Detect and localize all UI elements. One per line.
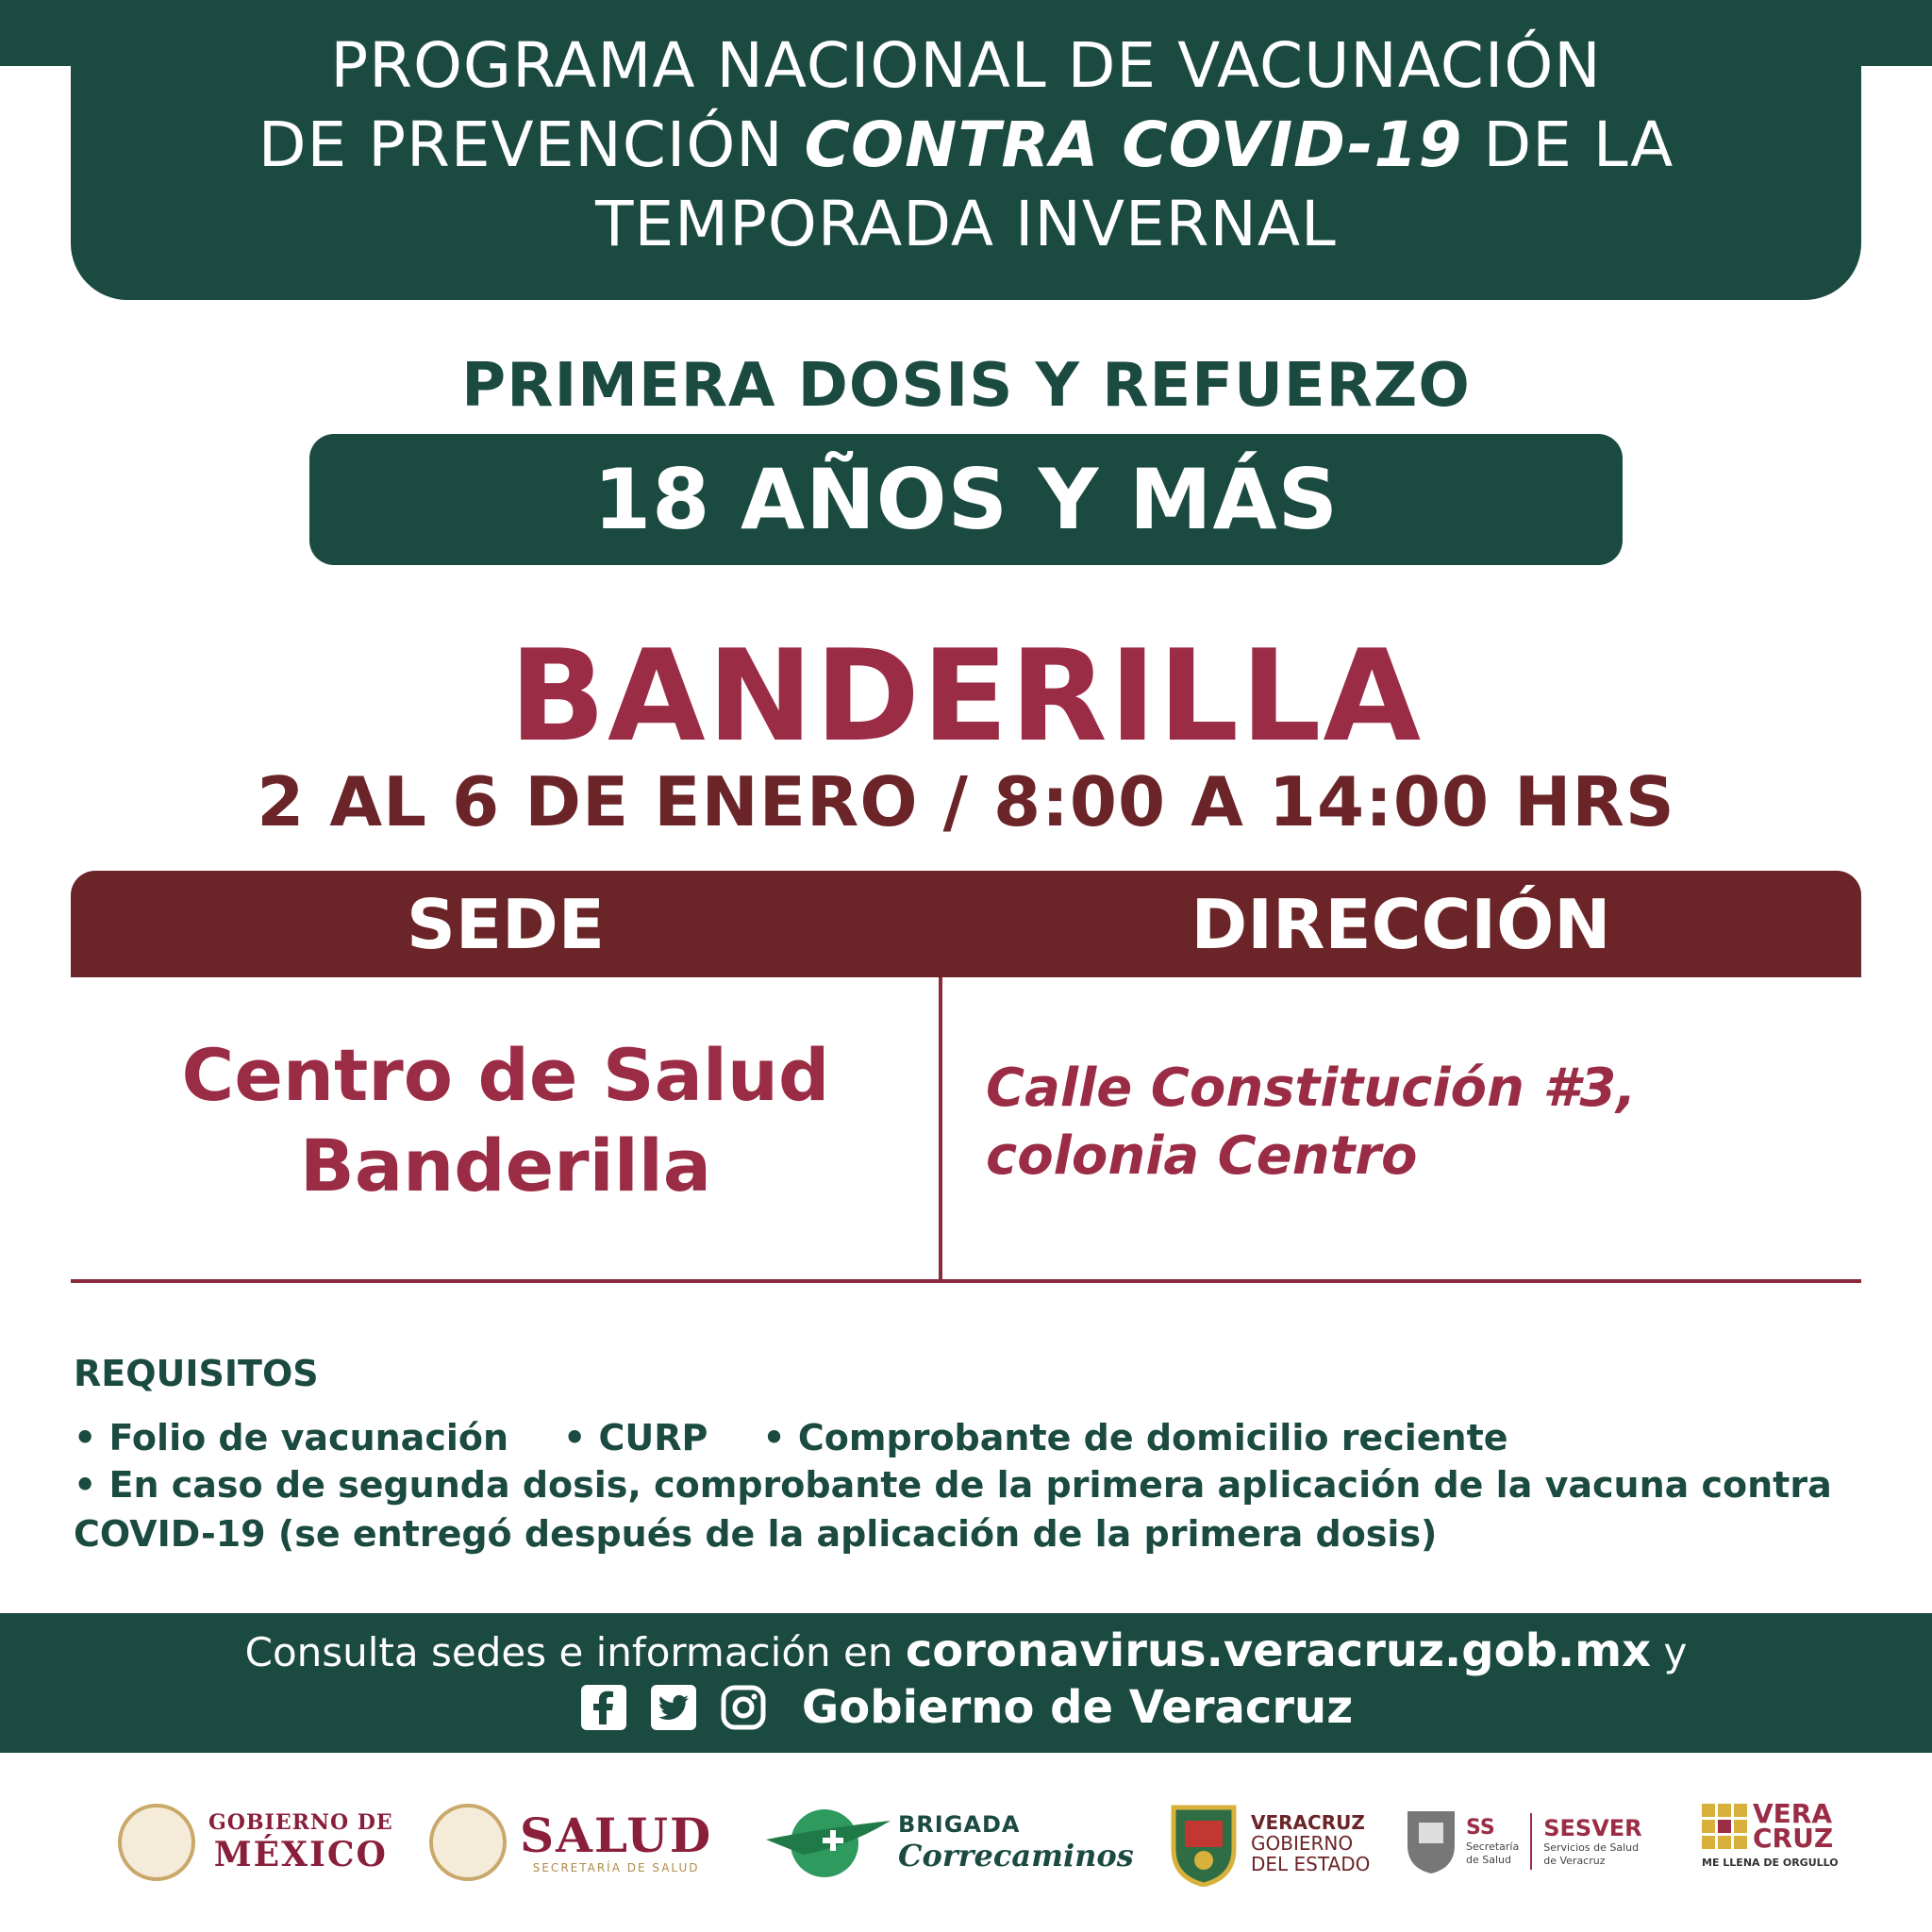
veracruz-line-3: DEL ESTADO: [1251, 1853, 1371, 1875]
age-badge: 18 AÑOS Y MÁS: [309, 434, 1623, 565]
header-line-2: [258, 106, 1674, 185]
mexico-seal-icon: [118, 1804, 195, 1881]
table-header: [71, 871, 1861, 977]
salud-seal-icon: [429, 1804, 507, 1881]
header-line-1: PROGRAMA NACIONAL DE VACUNACIÓN: [330, 29, 1602, 102]
veracruz-shield-icon: [1168, 1800, 1240, 1887]
requisito-comprobante: • Comprobante de domicilio reciente: [762, 1417, 1508, 1458]
requisito-segunda-dosis: • En caso de segunda dosis, comprobante de la primera aplicación de la vacuna contra COVID-19 (se entregó después de la aplicación de la primera dosis): [74, 1464, 1832, 1555]
logo-veracruz-brand: [1702, 1798, 1839, 1869]
correcaminos-bird-icon: [766, 1802, 891, 1883]
ss-label: SS: [1466, 1816, 1495, 1840]
logo-salud: [429, 1804, 712, 1881]
sede-line-1: Centro de Salud: [181, 1033, 830, 1117]
header-line-2-pre: DE PREVENCIÓN: [258, 108, 805, 181]
website-link[interactable]: coronavirus.veracruz.gob.mx: [905, 1624, 1652, 1677]
direccion-line-2: colonia Centro: [986, 1125, 1418, 1187]
column-direccion: DIRECCIÓN: [1191, 884, 1611, 964]
brigada-label: BRIGADA: [898, 1811, 1021, 1838]
requisitos-title: REQUISITOS: [74, 1353, 319, 1394]
gobmx-line-2: MÉXICO: [213, 1835, 388, 1874]
facebook-icon[interactable]: [579, 1683, 628, 1732]
veracruz-line-2: GOBIERNO: [1251, 1832, 1354, 1855]
column-sede: SEDE: [407, 884, 605, 964]
direccion-line-1: Calle Constitución #3,: [986, 1058, 1637, 1119]
logo-ss-sesver: [1404, 1806, 1642, 1877]
logo-veracruz-gobierno: [1168, 1800, 1370, 1887]
header-line-2-post: DE LA: [1462, 108, 1674, 181]
social-handle[interactable]: Gobierno de Veracruz: [801, 1681, 1354, 1734]
consulta-text: Consulta sedes e información en: [244, 1629, 906, 1675]
consulta-line: [0, 1624, 1932, 1677]
sede-line-2: Banderilla: [299, 1124, 712, 1208]
ss-sub-1: Secretaría: [1466, 1840, 1520, 1853]
veracruz-pattern-icon: [1702, 1804, 1747, 1849]
requisito-folio: • Folio de vacunación: [74, 1417, 509, 1458]
dose-subtitle: PRIMERA DOSIS Y REFUERZO: [461, 351, 1471, 421]
ss-sesver-divider: [1530, 1813, 1532, 1870]
header-line-3: TEMPORADA INVERNAL: [595, 188, 1337, 260]
table-bottom-rule: [71, 1279, 1861, 1283]
requisitos-row: [74, 1417, 1508, 1458]
salud-title: SALUD: [520, 1807, 713, 1863]
header-line-2-bold: CONTRA COVID-19: [804, 108, 1463, 181]
veracruz-tagline: ME LLENA DE ORGULLO: [1702, 1857, 1839, 1869]
date-time: 2 AL 6 DE ENERO / 8:00 A 14:00 HRS: [257, 762, 1675, 841]
veracruz-brand-2: CRUZ: [1753, 1823, 1834, 1854]
ss-shield-icon: [1404, 1806, 1458, 1877]
social-row: [0, 1681, 1932, 1734]
sede-cell: [71, 1030, 941, 1211]
ss-sub-2: de Salud: [1466, 1854, 1511, 1866]
consulta-y: y: [1651, 1629, 1688, 1675]
sesver-sub-2: de Veracruz: [1543, 1855, 1606, 1867]
correcaminos-label: Correcaminos: [898, 1838, 1134, 1874]
logos-strip: [0, 1774, 1932, 1915]
sesver-sub-1: Servicios de Salud: [1543, 1841, 1640, 1854]
direccion-cell: [986, 1055, 1835, 1191]
instagram-icon[interactable]: [719, 1683, 768, 1732]
gobmx-line-1: GOBIERNO DE: [208, 1810, 393, 1835]
sesver-label: SESVER: [1543, 1815, 1642, 1841]
header-banner: [71, 0, 1861, 300]
logo-gobierno-mexico: [118, 1804, 393, 1881]
salud-subtitle: SECRETARÍA DE SALUD: [532, 1861, 700, 1874]
municipality-title: BANDERILLA: [508, 623, 1424, 770]
twitter-icon[interactable]: [649, 1683, 698, 1732]
veracruz-brand-1: VERA: [1753, 1798, 1833, 1829]
requisito-curp: • CURP: [563, 1417, 708, 1458]
veracruz-line-1: VERACRUZ: [1251, 1811, 1365, 1834]
logo-brigada-correcaminos: [766, 1802, 1134, 1883]
